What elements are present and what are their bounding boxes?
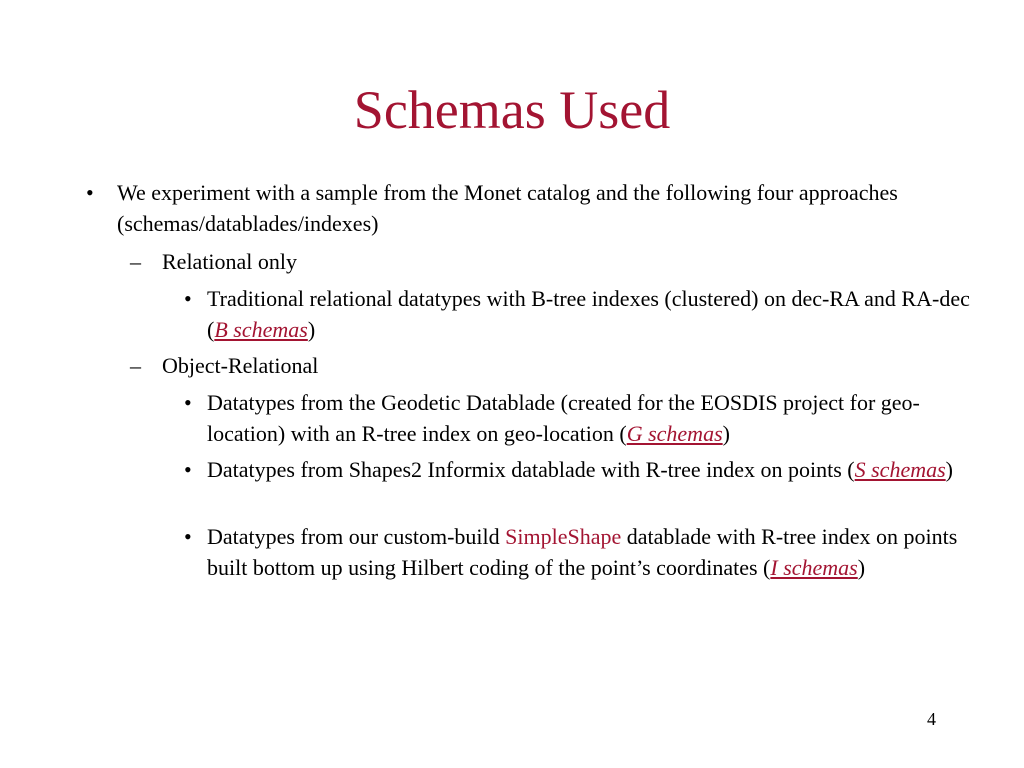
bullet-marker: • [184,457,192,482]
slide-title: Schemas Used [353,80,671,140]
sub-bullet-text: Relational only [162,249,298,274]
g-schemas-link[interactable]: G schemas [626,421,723,446]
b-schemas-link[interactable]: B schemas [214,317,308,342]
bullet-text: We experiment with a sample from the Monet catalog and the following four approaches (schemas/datablades/indexes) [117,180,898,236]
list-item-text-middle: datablade with R-tree index on points built bottom up using Hilbert coding of the point’s coordinates ( [207,524,958,580]
list-item-text [207,387,977,449]
dash-marker: – [130,249,141,274]
list-item-text-before: Traditional relational datatypes with B-tree indexes (clustered) on dec-RA and RA-dec ( [207,286,970,342]
bullet-marker: • [184,524,192,549]
list-item-text-after: ) [722,421,730,446]
list-item-text [207,283,977,345]
bullet-marker: • [184,286,192,311]
page-number: 4 [927,709,936,729]
list-item-text [207,454,977,485]
simpleshape-highlight: SimpleShape [505,524,622,549]
list-item-text-after: ) [945,457,953,482]
list-item-text-before: Datatypes from Shapes2 Informix datablade with R-tree index on points ( [207,457,855,482]
list-item-text [207,521,977,583]
list-item-text-before: Datatypes from our custom-build [207,524,506,549]
bullet-marker: • [86,180,94,205]
bullet-marker: • [184,390,192,415]
list-item-text-after: ) [857,555,866,580]
dash-marker: – [130,353,141,378]
list-item-text-before: Datatypes from the Geodetic Datablade (created for the EOSDIS project for geo-location) with an R-tree index on geo-location ( [207,390,920,446]
i-schemas-link[interactable]: I schemas [770,555,858,580]
sub-bullet-text: Object-Relational [162,353,319,378]
list-item-text-after: ) [307,317,316,342]
s-schemas-link[interactable]: S schemas [854,457,946,482]
